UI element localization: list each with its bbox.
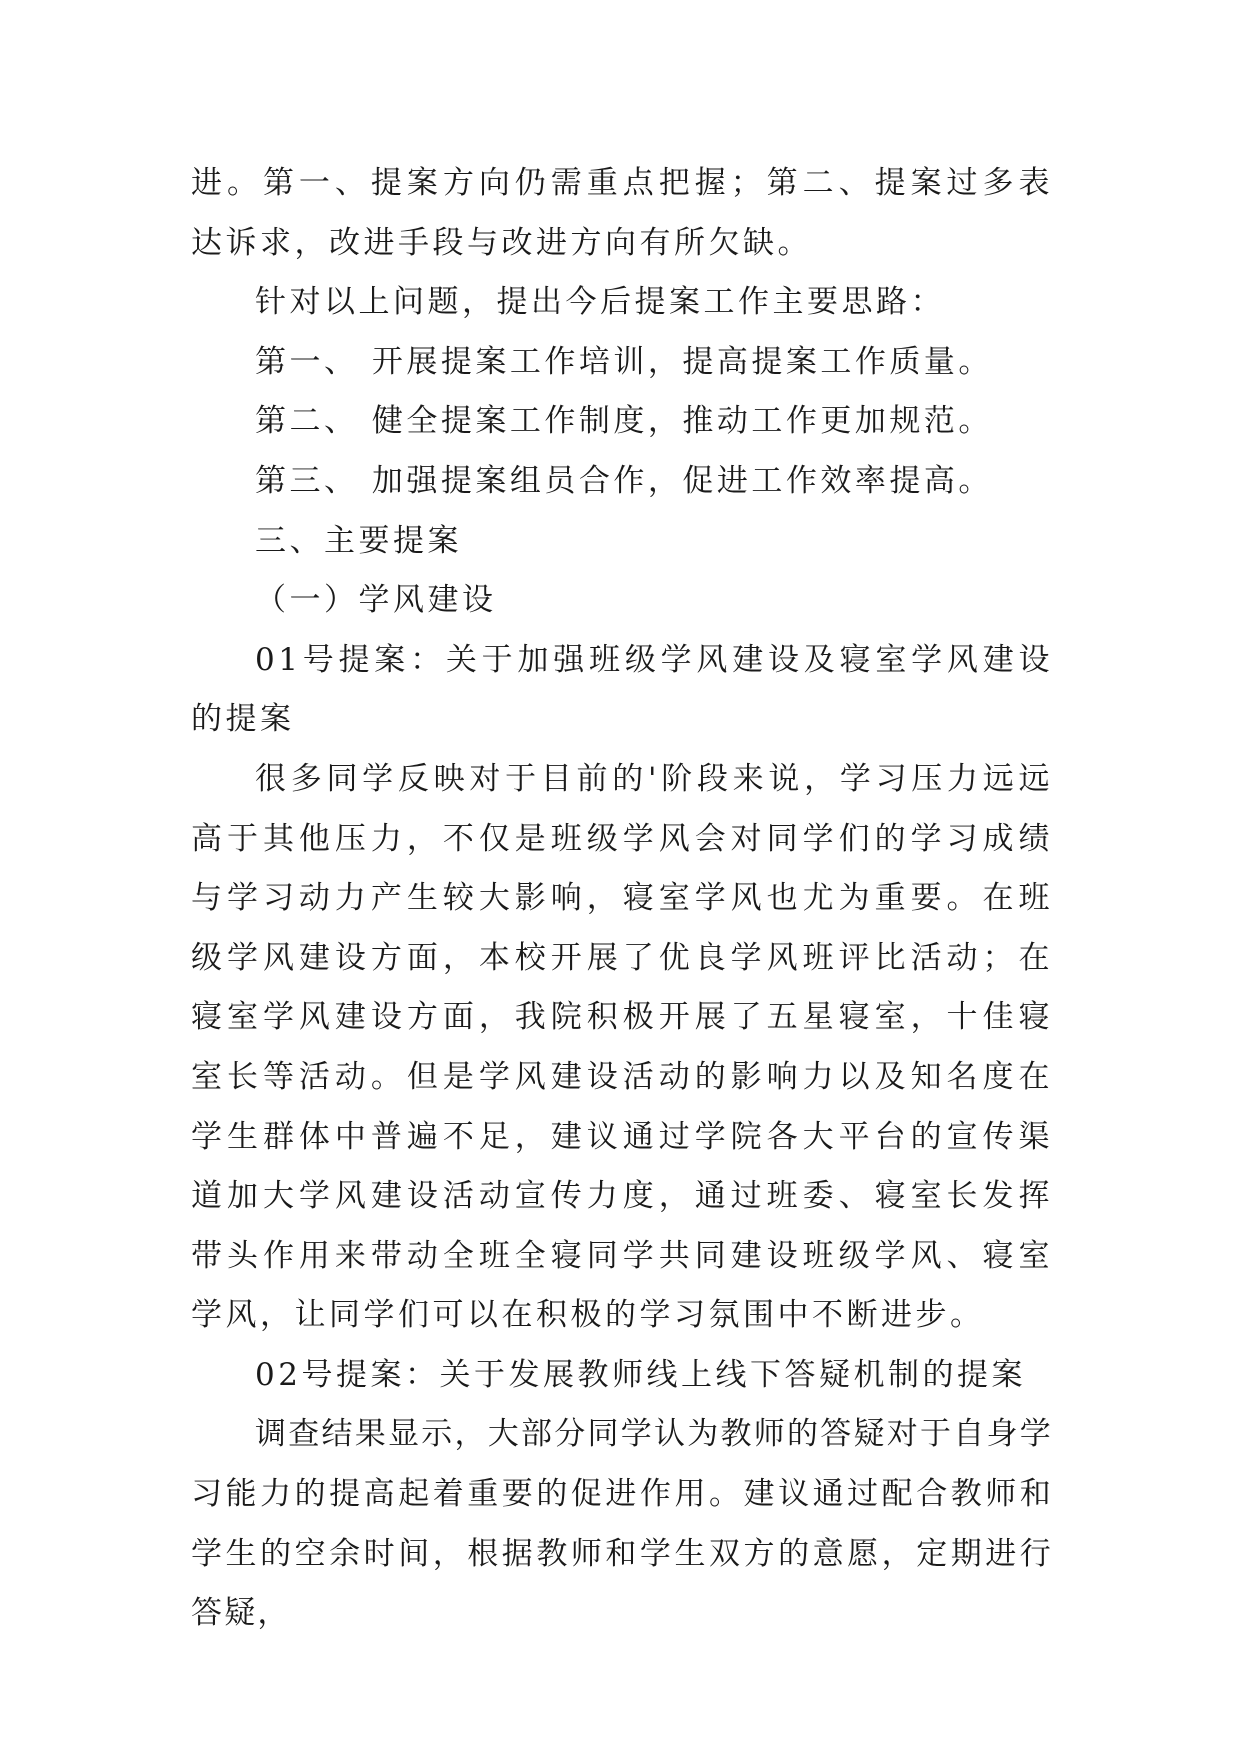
proposal-01-title: 01号提案：关于加强班级学风建设及寝室学风建设的提案: [191, 641, 1053, 738]
proposal-02-title: 02号提案：关于发展教师线上线下答疑机制的提案: [255, 1356, 1026, 1393]
proposal-01-body: 很多同学反映对于目前的'阶段来说，学习压力远远高于其他压力，不仅是班级学风会对同学们的学习成绩与学习动力产生较大影响，寝室学风也尤为重要。在班级学风建设方面，本校开展了优良学风班评比活动；在寝室学风建设方面，我院积极开展了五星寝室，十佳寝室长等活动。但是学风建设活动的影响力以及知名度在学生群体中普遍不足，建议通过学院各大平台的宣传渠道加大学风建设活动宣传力度，通过班委、寝室长发挥带头作用来带动全班全寝同学共同建设班级学风、寝室学风，让同学们可以在积极的学习氛围中不断进步。: [191, 760, 1053, 1334]
paragraph-continuation: 进。第一、提案方向仍需重点把握；第二、提案过多表达诉求，改进手段与改进方向有所欠缺。: [191, 165, 1053, 261]
list-item-third: 第三、 加强提案组员合作，促进工作效率提高。: [255, 462, 993, 499]
document-page: [191, 154, 1053, 1644]
proposal-02-body: 调查结果显示，大部分同学认为教师的答疑对于自身学习能力的提高起着重要的促进作用。建议通过配合教师和学生的空余时间，根据教师和学生双方的意愿，定期进行答疑，: [191, 1416, 1053, 1632]
paragraph-ideas-intro: 针对以上问题，提出今后提案工作主要思路：: [255, 284, 945, 321]
list-item-first: 第一、 开展提案工作培训，提高提案工作质量。: [255, 343, 993, 380]
list-item-second: 第二、 健全提案工作制度，推动工作更加规范。: [255, 403, 993, 440]
subsection-heading: （一）学风建设: [255, 582, 497, 619]
section-heading: 三、主要提案: [255, 522, 462, 559]
